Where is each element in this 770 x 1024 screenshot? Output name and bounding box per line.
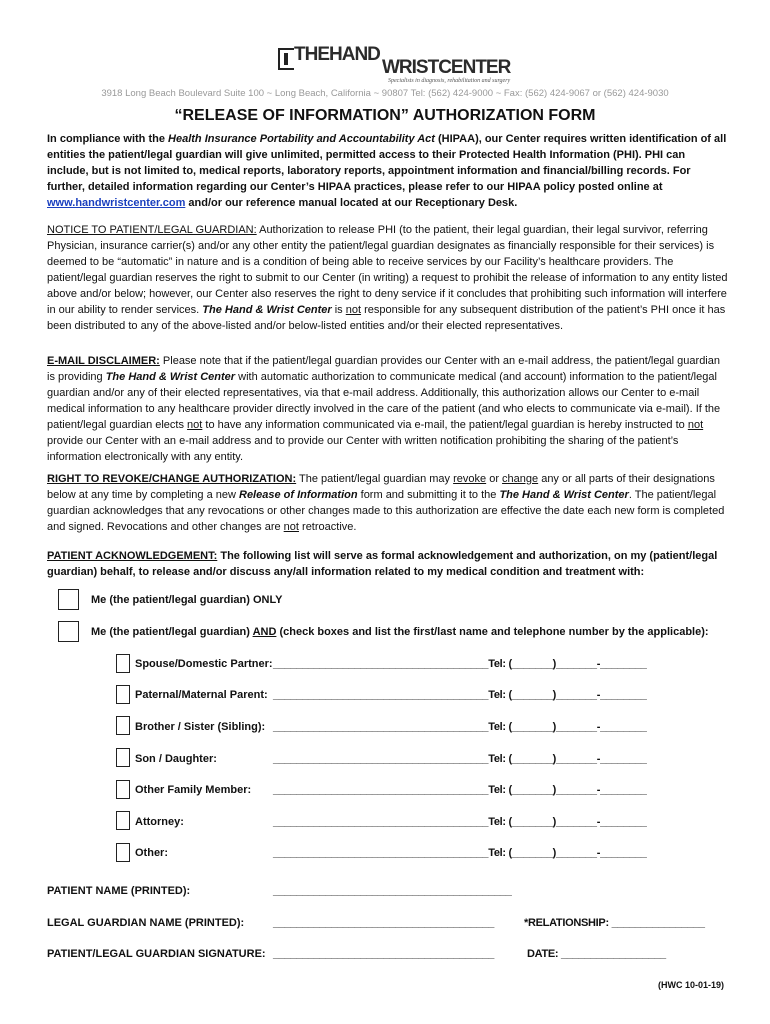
email-heading: E-MAIL DISCLAIMER: (47, 355, 160, 367)
patient-and-checkbox[interactable] (58, 621, 79, 642)
relation-line-attorney[interactable]: _____________________________________Tel: (_______)_______-________ (273, 816, 647, 828)
page-title: “RELEASE OF INFORMATION” AUTHORIZATION FORM (174, 107, 596, 124)
relation-label-sibling: Brother / Sister (Sibling): (135, 721, 266, 733)
logo-line1: THEHAND (294, 44, 380, 65)
relation-label-other: Other: (135, 847, 168, 859)
relation-line-sibling[interactable]: _____________________________________Tel: (_______)_______-________ (273, 721, 647, 733)
intro-paragraph: In compliance with the Health Insurance Portability and Accountability Act (HIPAA), our Center requires written identification of all entities the patient/legal guardian will give unlimited, permitted access to their Protected Health Information (PHI). PHI can include, but is not limited to, medical reports, laboratory reports, appointment information and financial/billing records. For further, detailed information regarding our Center’s HIPAA practices, please refer to our HIPAA policy posted online at www.handwristcenter.com and/or our reference manual located at our Receptionary Desk. (47, 133, 727, 209)
email-disclaimer-paragraph: E-MAIL DISCLAIMER: Please note that if the patient/legal guardian provides our Center with an e-mail address, the patient/legal guardian is providing The Hand & Wrist Center with automatic authorization to communicate medical (and account) information to the patient/legal guardian and/or any of their elected representatives, via that e-mail address. Additionally, this authorization allows our Center to e-mail medical information to any healthcare provider directly involved in the care of the patient (and who elects to communicate via e-mail). If the patient/legal guardian elects not to have any information communicated via e-mail, the patient/legal guardian is hereby instructed to not provide our Center with an e-mail address and to provide our Center with written notification prohibiting the sharing of the patient’s information electronically with any entity. (47, 355, 721, 463)
relation-line-other[interactable]: _____________________________________Tel: (_______)_______-________ (273, 847, 647, 859)
relation-checkbox-child[interactable] (116, 748, 130, 767)
relation-checkbox-family[interactable] (116, 780, 130, 799)
form-code: (HWC 10-01-19) (657, 980, 724, 990)
relation-label-child: Son / Daughter: (135, 753, 217, 765)
relation-label-family: Other Family Member: (135, 784, 252, 796)
relation-checkbox-sibling[interactable] (116, 716, 130, 735)
guardian-name-field[interactable]: ______________________________________ (273, 917, 495, 929)
patient-only-label: Me (the patient/legal guardian) ONLY (91, 594, 283, 606)
patient-only-checkbox[interactable] (58, 589, 79, 610)
hand-logo-icon (278, 48, 294, 70)
relation-line-child[interactable]: _____________________________________Tel: (_______)_______-________ (273, 753, 647, 765)
revoke-paragraph: RIGHT TO REVOKE/CHANGE AUTHORIZATION: The patient/legal guardian may revoke or change any or all parts of their designations below at any time by completing a new Release of Information form and submitting it to the The Hand & Wrist Center. The patient/legal guardian acknowledges that any revocations or other changes made to this authorization are effective the date each new form is completed and signed. Revocations and other changes are not retroactive. (47, 473, 725, 533)
relation-checkbox-parent[interactable] (116, 685, 130, 704)
relation-checkbox-attorney[interactable] (116, 811, 130, 830)
logo (278, 44, 511, 84)
relation-line-spouse[interactable]: _____________________________________Tel: (_______)_______-________ (273, 658, 647, 670)
revoke-heading: RIGHT TO REVOKE/CHANGE AUTHORIZATION: (47, 473, 297, 485)
logo-line2: WRISTCENTER (382, 57, 511, 78)
address-line: 3918 Long Beach Boulevard Suite 100 ~ Long Beach, California ~ 90807 Tel: (562) 424-9000 ~ Fax: (562) 424-9067 or (562) 424-9030 (101, 88, 669, 99)
acknowledgement-paragraph: PATIENT ACKNOWLEDGEMENT: The following list will serve as formal acknowledgement and authorization, on my (patient/legal guardian) behalf, to release and/or discuss any/all information related to my medical condition and treatment with: (47, 550, 718, 578)
patient-and-label: Me (the patient/legal guardian) AND (check boxes and list the first/last name and telephone number by the applicable): (91, 626, 709, 638)
relationship-field[interactable]: *RELATIONSHIP: ________________ (524, 917, 705, 929)
relation-checkbox-spouse[interactable] (116, 654, 130, 673)
patient-name-label: PATIENT NAME (PRINTED): (47, 885, 191, 897)
logo-tagline: Specialists in diagnosis, rehabilitation and surgery (388, 78, 511, 84)
ack-heading: PATIENT ACKNOWLEDGEMENT: (47, 550, 218, 562)
date-field[interactable]: DATE: __________________ (527, 948, 666, 960)
relation-checkbox-other[interactable] (116, 843, 130, 862)
relation-line-parent[interactable]: _____________________________________Tel: (_______)_______-________ (273, 689, 647, 701)
notice-heading: NOTICE TO PATIENT/LEGAL GUARDIAN: (47, 224, 257, 236)
relation-label-parent: Paternal/Maternal Parent: (135, 689, 268, 701)
relation-line-family[interactable]: _____________________________________Tel: (_______)_______-________ (273, 784, 647, 796)
signature-field[interactable]: ______________________________________ (273, 948, 495, 960)
relation-label-spouse: Spouse/Domestic Partner: (135, 658, 273, 670)
relation-label-attorney: Attorney: (135, 816, 184, 828)
patient-name-field[interactable]: _________________________________________ (273, 885, 512, 897)
notice-paragraph: NOTICE TO PATIENT/LEGAL GUARDIAN: Authorization to release PHI (to the patient, their legal guardian, their legal survivor, referring Physician, insurance carrier(s) and/or any other entity the patient/legal guardian designates as financially responsible for their services) is deemed to be “automatic” in nature and is a condition of being able to receive services by our Facility’s healthcare providers. The patient/legal guardian reserves the right to submit to our Center (in writing) a request to prohibit the release of information to any entity listed above and/or below; however, our Center also reserves the right to deny service if it concludes that prohibiting such information will interfere in our ability to render services. The Hand & Wrist Center is not responsible for any subsequent distribution of the patient’s PHI once it has been distributed to any of the above-listed and/or below-listed entities and/or their elected representatives. (47, 224, 728, 332)
signature-label: PATIENT/LEGAL GUARDIAN SIGNATURE: (47, 948, 266, 960)
hipaa-act-name: Health Insurance Portability and Accountability Act (168, 133, 435, 145)
website-link[interactable]: www.handwristcenter.com (47, 197, 186, 209)
guardian-name-label: LEGAL GUARDIAN NAME (PRINTED): (47, 917, 245, 929)
